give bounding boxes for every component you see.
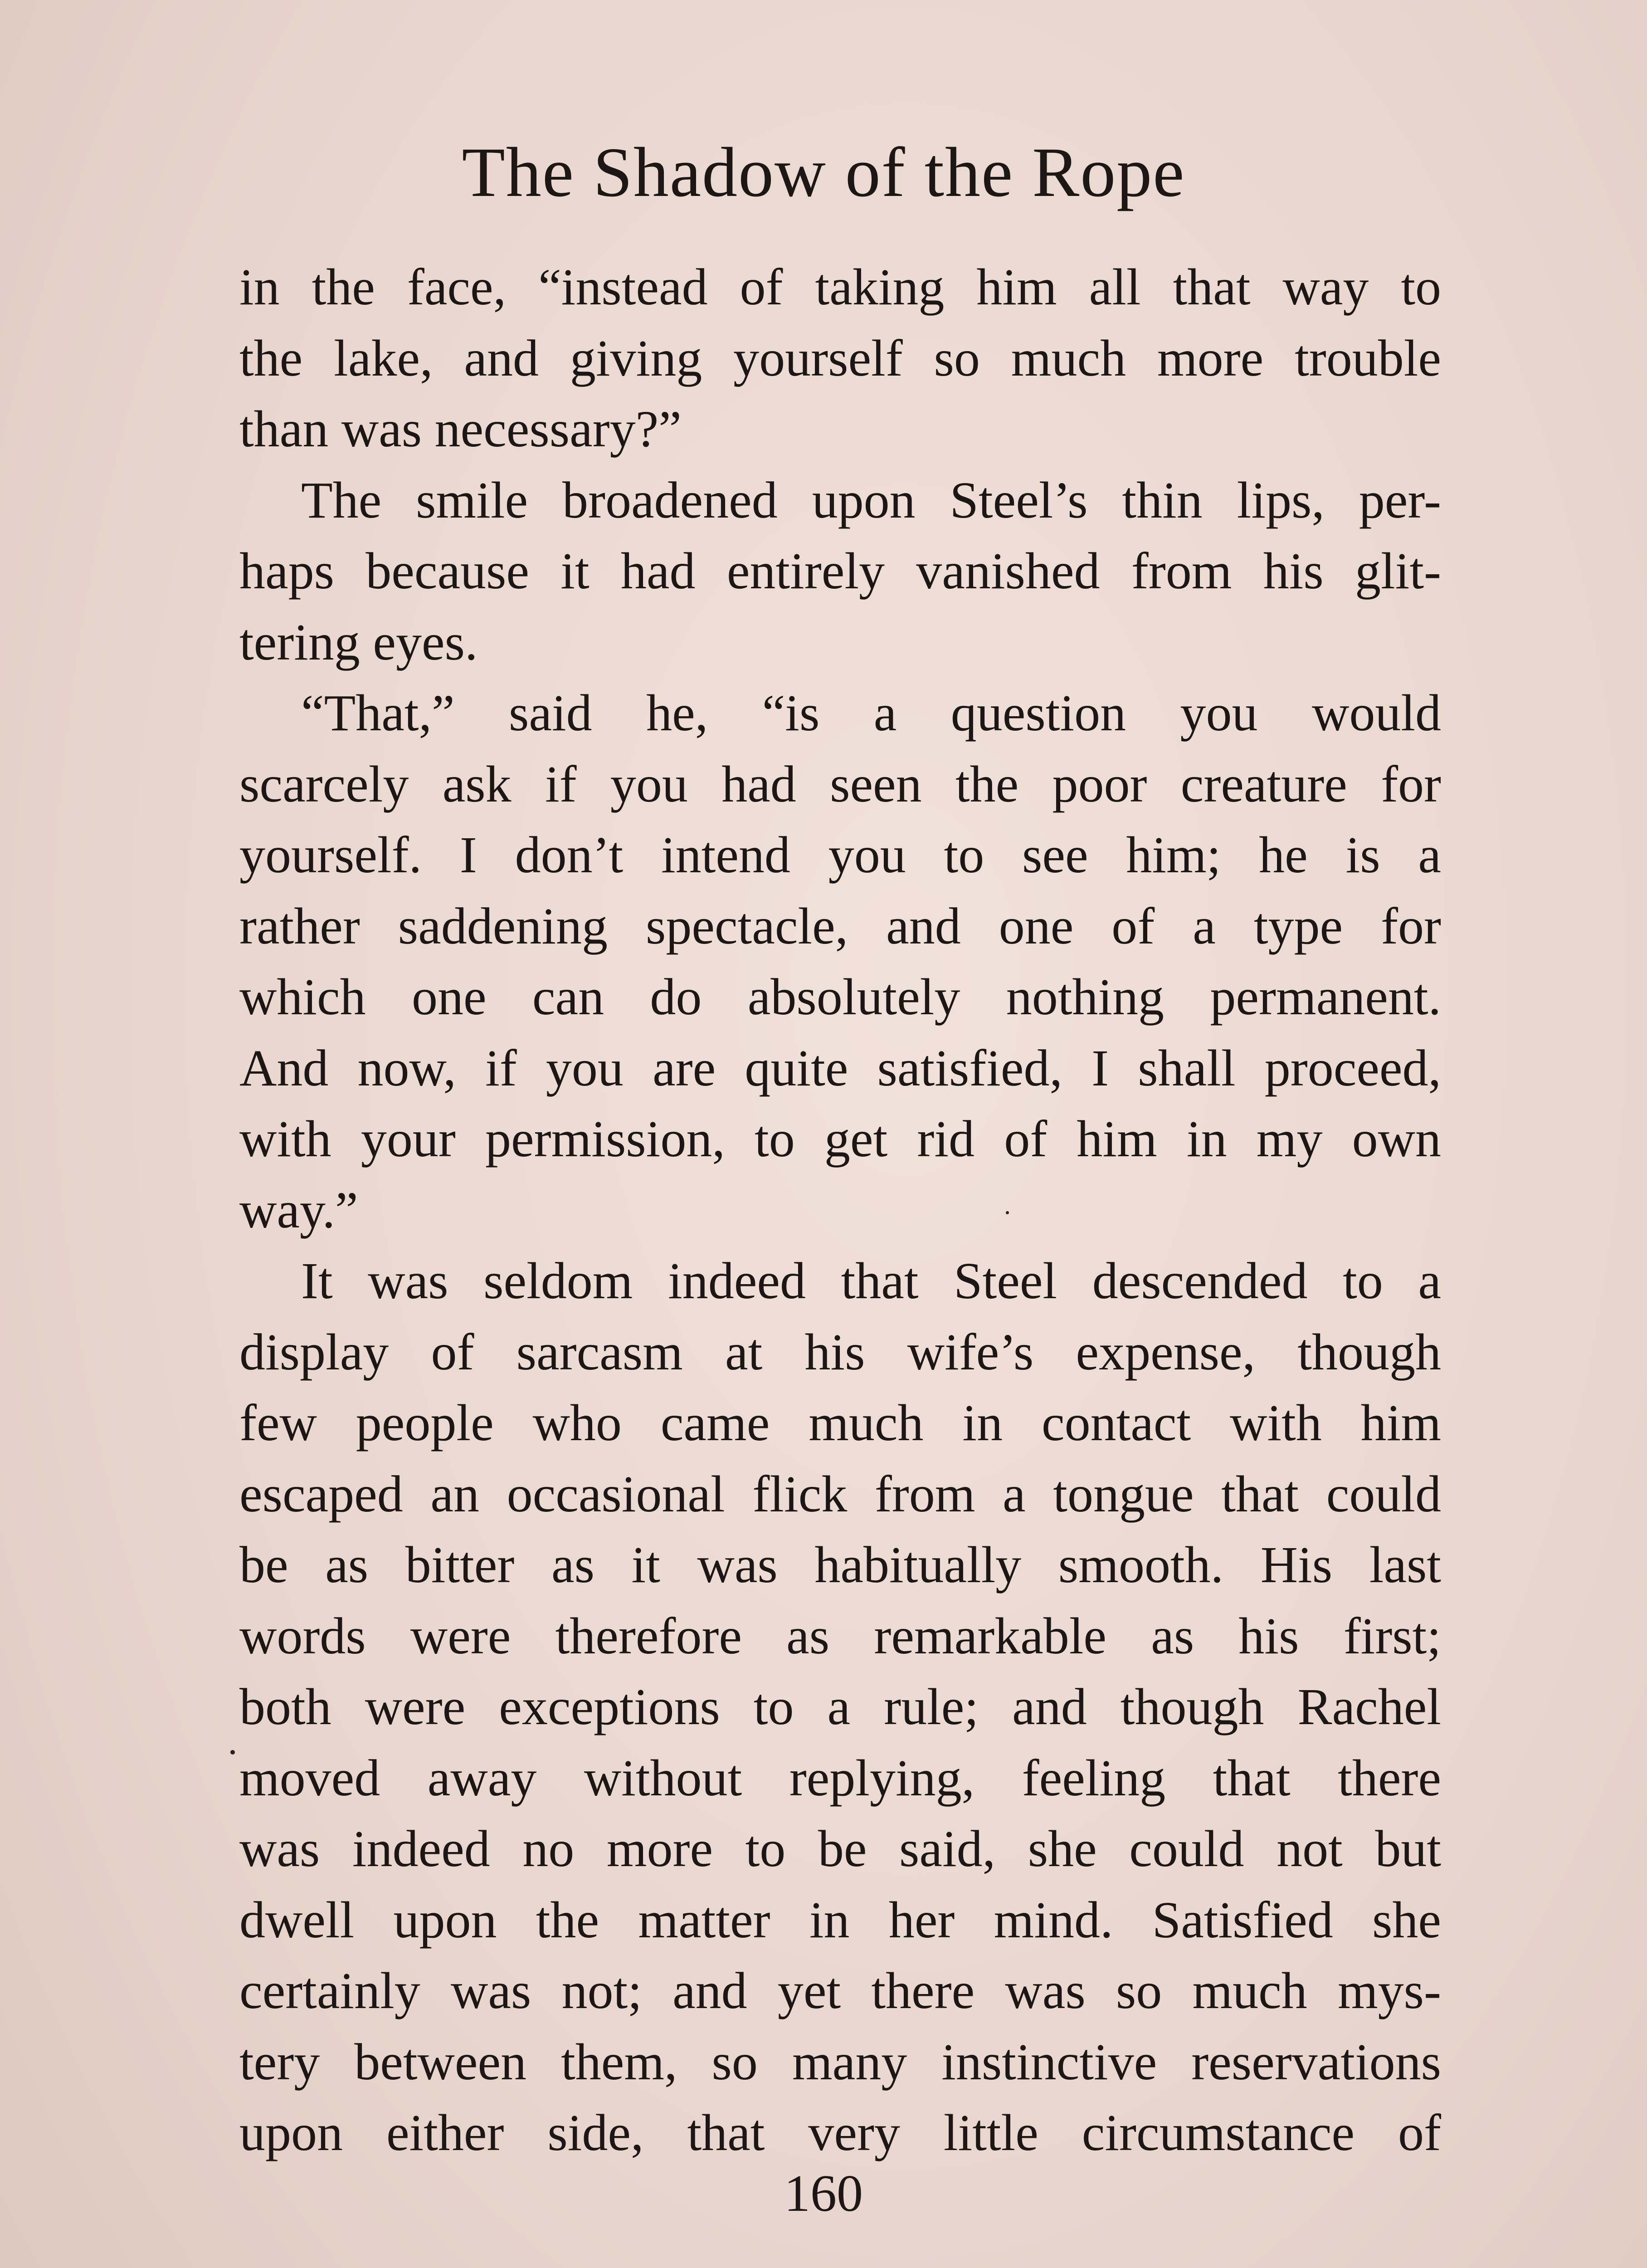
text-line: both were exceptions to a rule; and though Rachel	[239, 1678, 1441, 1735]
text-line: display of sarcasm at his wife’s expense, though	[239, 1323, 1441, 1381]
text-line: tery between them, so many instinctive reservations	[239, 2033, 1441, 2091]
ink-speck	[230, 1750, 235, 1755]
text-line: It was seldom indeed that Steel descended to a	[301, 1252, 1441, 1310]
ink-speck	[1006, 1211, 1009, 1214]
running-head: The Shadow of the Rope	[462, 133, 1185, 211]
text-line: with your permission, to get rid of him in my own	[239, 1110, 1441, 1168]
text-line: in the face, “instead of taking him all that way to	[239, 258, 1441, 316]
text-line: dwell upon the matter in her mind. Satisfied she	[239, 1891, 1441, 1949]
text-line: the lake, and giving yourself so much more trouble	[239, 329, 1441, 387]
text-line: which one can do absolutely nothing permanent.	[239, 968, 1441, 1026]
text-line: upon either side, that very little circumstance of	[239, 2104, 1441, 2161]
text-line: words were therefore as remarkable as his first;	[239, 1607, 1441, 1665]
text-line: certainly was not; and yet there was so much mys-	[239, 1962, 1441, 2019]
text-line: than was necessary?”	[239, 400, 682, 458]
text-line: way.”	[239, 1181, 358, 1239]
text-line: scarcely ask if you had seen the poor creature for	[239, 755, 1441, 813]
text-line: few people who came much in contact with him	[239, 1394, 1441, 1452]
page-number: 160	[784, 2165, 863, 2223]
text-line: And now, if you are quite satisfied, I shall proceed,	[239, 1039, 1441, 1097]
text-line: “That,” said he, “is a question you would	[301, 684, 1441, 742]
text-line: tering eyes.	[239, 613, 478, 671]
text-line: haps because it had entirely vanished from his glit-	[239, 542, 1441, 600]
text-line: rather saddening spectacle, and one of a type for	[239, 897, 1441, 955]
text-line: was indeed no more to be said, she could not but	[239, 1820, 1441, 1877]
body-text	[239, 252, 1441, 2169]
text-line: yourself. I don’t intend you to see him; he is a	[239, 826, 1441, 884]
text-line: be as bitter as it was habitually smooth. His last	[239, 1536, 1441, 1593]
text-line: escaped an occasional flick from a tongue that could	[239, 1465, 1441, 1523]
text-line: moved away without replying, feeling that there	[239, 1749, 1441, 1807]
text-line: The smile broadened upon Steel’s thin lips, per-	[301, 471, 1441, 529]
